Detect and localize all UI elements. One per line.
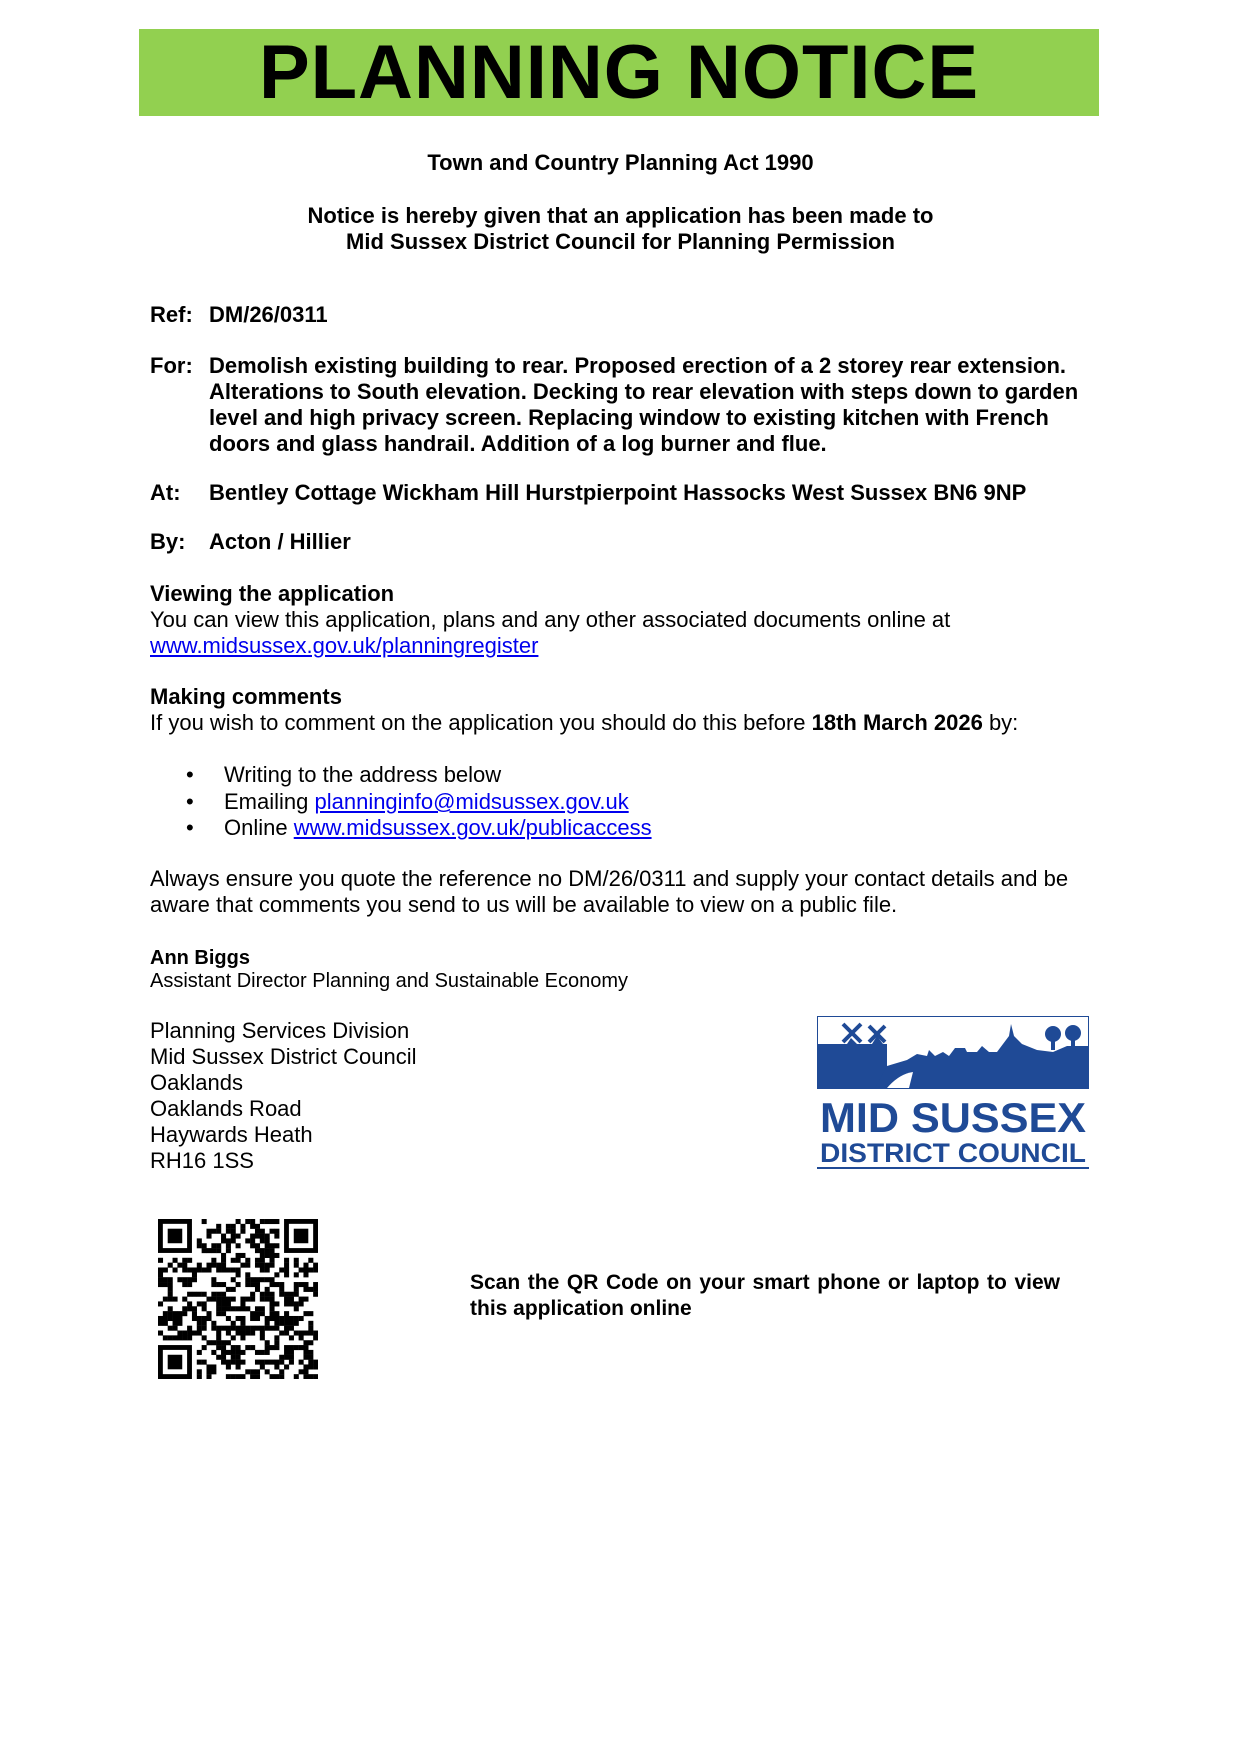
bullet-online-label: Online bbox=[224, 815, 294, 840]
notice-line-2: Mid Sussex District Council for Planning Permission bbox=[346, 229, 895, 254]
at-value: Bentley Cottage Wickham Hill Hurstpierpoint Hassocks West Sussex BN6 9NP bbox=[209, 480, 1027, 505]
bullet-icon: • bbox=[186, 762, 194, 787]
bullet-online bbox=[224, 815, 652, 841]
qr-code[interactable] bbox=[158, 1219, 318, 1379]
deadline-date: 18th March 2026 bbox=[811, 710, 983, 735]
bullet-writing: Writing to the address below bbox=[224, 762, 502, 787]
notice-line-1: Notice is hereby given that an application has been made to bbox=[307, 203, 934, 228]
act-title: Town and Country Planning Act 1990 bbox=[427, 150, 814, 175]
comments-text-before: If you wish to comment on the application you should do this before bbox=[150, 710, 812, 735]
viewing-text: You can view this application, plans and any other associated documents online at bbox=[150, 607, 951, 632]
address-line: Oaklands bbox=[150, 1070, 243, 1095]
viewing-heading: Viewing the application bbox=[150, 581, 395, 606]
address-line: RH16 1SS bbox=[150, 1148, 254, 1173]
email-link[interactable]: planninginfo@midsussex.gov.uk bbox=[314, 789, 629, 814]
comments-intro bbox=[150, 710, 1110, 736]
by-label: By: bbox=[150, 529, 186, 554]
planning-register-link[interactable]: www.midsussex.gov.uk/planningregister bbox=[150, 633, 539, 658]
title-banner bbox=[139, 29, 1099, 116]
council-address bbox=[150, 1018, 417, 1174]
logo-line-1: MID SUSSEX bbox=[820, 1094, 1086, 1141]
bullet-icon: • bbox=[186, 815, 194, 840]
ref-label: Ref: bbox=[150, 302, 193, 327]
council-logo bbox=[817, 1016, 1089, 1170]
public-access-link[interactable]: www.midsussex.gov.uk/publicaccess bbox=[293, 815, 652, 840]
qr-code-graphic bbox=[158, 1219, 318, 1379]
comments-heading: Making comments bbox=[150, 684, 342, 709]
signatory-title: Assistant Director Planning and Sustainable Economy bbox=[150, 970, 629, 992]
for-label: For: bbox=[150, 353, 193, 378]
reminder-text: Always ensure you quote the reference no DM/26/0311 and supply your contact details and be aware that comments you send to us will be available to view on a public file. bbox=[150, 866, 1069, 917]
at-label: At: bbox=[150, 480, 181, 505]
logo-line-2: DISTRICT COUNCIL bbox=[820, 1138, 1086, 1168]
address-line: Mid Sussex District Council bbox=[150, 1044, 417, 1069]
bullet-icon: • bbox=[186, 789, 194, 814]
comments-text-after: by: bbox=[982, 710, 1019, 735]
bullet-emailing bbox=[224, 789, 629, 815]
bullet-emailing-label: Emailing bbox=[224, 789, 315, 814]
for-value: Demolish existing building to rear. Proposed erection of a 2 storey rear extension. Alterations to South elevation. Decking to rear elevation with steps down to garden level and high privacy screen. Replacing window to existing kitchen with French doors and glass handrail. Addition of a log burner and flue. bbox=[209, 353, 1079, 456]
signatory-name: Ann Biggs bbox=[150, 947, 250, 969]
qr-instruction: Scan the QR Code on your smart phone or laptop to view this application online bbox=[470, 1271, 1060, 1320]
page-title: PLANNING NOTICE bbox=[258, 29, 980, 115]
address-line: Oaklands Road bbox=[150, 1096, 302, 1121]
logo-graphic bbox=[817, 1016, 1089, 1170]
address-line: Planning Services Division bbox=[150, 1018, 410, 1043]
address-line: Haywards Heath bbox=[150, 1122, 313, 1147]
by-value: Acton / Hillier bbox=[209, 529, 351, 554]
ref-value: DM/26/0311 bbox=[209, 302, 328, 327]
